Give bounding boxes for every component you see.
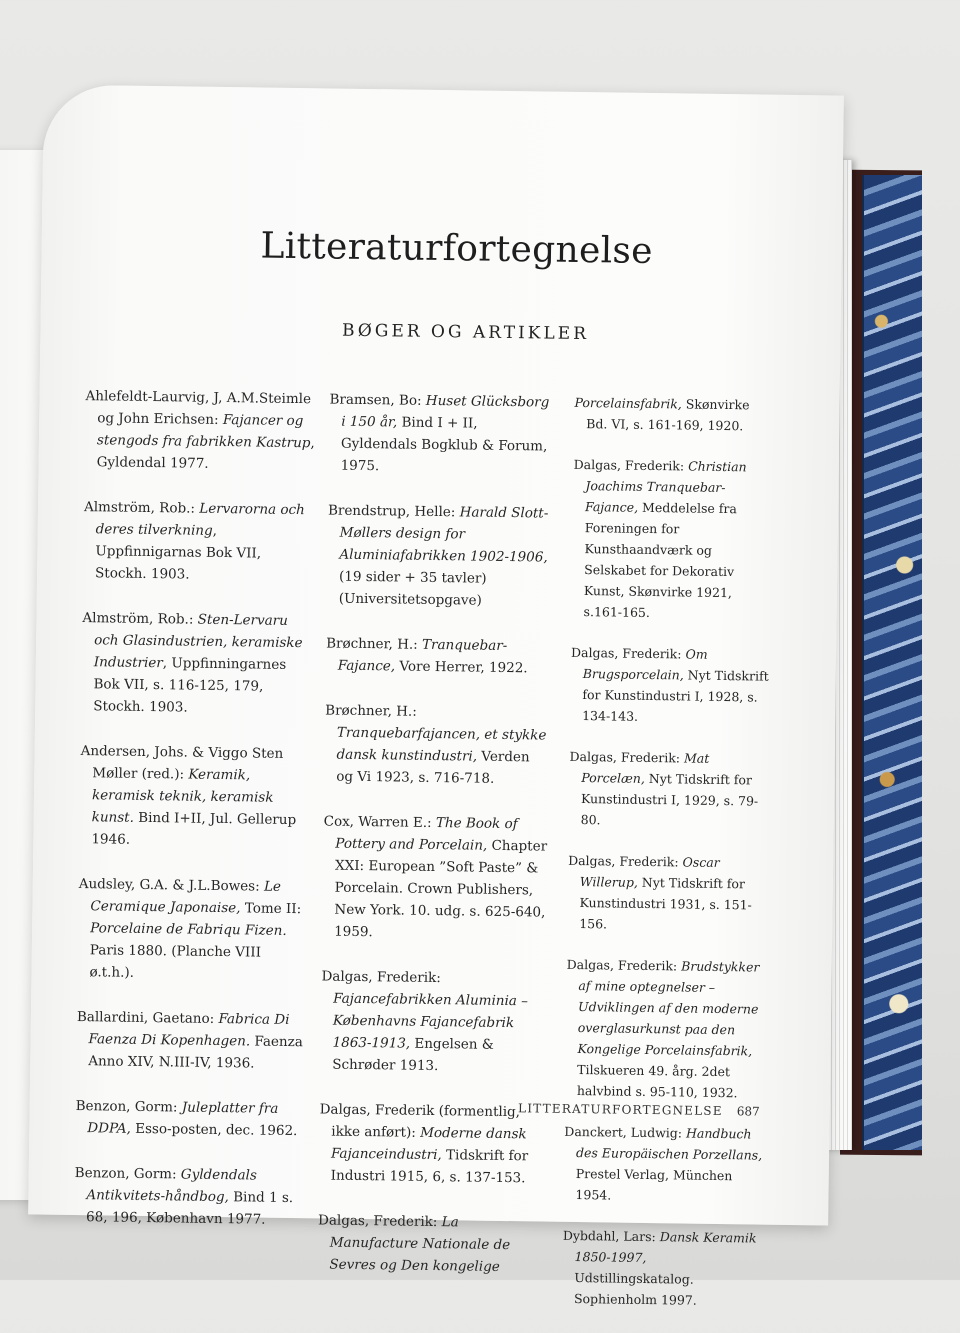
cover-pattern — [862, 175, 922, 1150]
bibliography-entry — [322, 810, 549, 945]
entry-details: Nyt Tidskrift for Kunstindustri 1931, s. 151-156. — [579, 874, 752, 932]
entry-title: Sten-Lervaru och Glasindustrien, keramiske Industrier — [93, 611, 303, 672]
bibliography-entry — [320, 965, 547, 1078]
entry-details: Udstillingskatalog. Sophienholm 1997. — [573, 1269, 697, 1308]
running-head: LITTERATURFORTEGNELSE — [518, 1101, 723, 1119]
entry-details: Verden og Vi 1923, s. 716-718. — [336, 748, 530, 787]
entry-author: Brendstrup, Helle: — [327, 502, 460, 521]
entry-author: Brøchner, H.: — [326, 635, 423, 653]
bibliography-entry — [570, 642, 771, 729]
entry-title: Mat Porcelæn, — [581, 750, 710, 786]
bibliography-entry — [319, 1098, 545, 1189]
entry-details: Chapter XXI: European ”Soft Paste” & Porcelain. Crown Publishers, New York. 10. udg. s. 625-640, 1959. — [334, 837, 548, 941]
bibliography-entry — [324, 699, 550, 790]
bibliography-entry — [569, 746, 770, 833]
bibliography-entry — [562, 1225, 763, 1312]
entry-author: Danckert, Ludwig: — [564, 1123, 687, 1141]
bibliography-entry — [574, 392, 775, 437]
entry-title: Om Brugsporcelain, — [582, 646, 708, 683]
entry-title: Brudstykker af mine optegnelser – Udviklingen af den moderne overglasurkunst paa den Kongelige Porcelainsfabrik, — [577, 958, 760, 1059]
entry-author: Bramsen, Bo: — [329, 391, 426, 409]
entry-title: La Manufacture Nationale de Sevres og Den kongelige — [329, 1214, 511, 1275]
entry-author: Cox, Warren E.: — [323, 813, 437, 832]
book-page — [28, 84, 844, 1308]
entry-details: Bind I + II, Gyldendals Bogklub & Forum, 1975. — [340, 414, 548, 475]
entry-author: Almström, Rob.: — [83, 499, 200, 517]
bibliography-entry — [79, 740, 311, 853]
entry-author: Dalgas, Frederik: — [317, 1212, 442, 1231]
entry-title: Fabrica Di Faenza Di Kopenhagen. — [88, 1010, 290, 1050]
entry-author: Benzon, Gorm: — [75, 1098, 182, 1116]
entry-title: Handbuch des Europäischen Porzellans, — [575, 1125, 763, 1163]
bibliography-column-1 — [74, 385, 316, 1254]
entry-details: , Uppfinningarnes Bok VII, s. 116-125, 179, Stockh. 1903. — [93, 655, 287, 716]
entry-details: Tidskrift for Industri 1915, 6, s. 137-153. — [330, 1147, 529, 1187]
entry-title: Porcelaine de Fabriqu Fizen. — [90, 920, 287, 939]
entry-author: Dalgas, Frederik: — [570, 644, 686, 662]
entry-author: Almström, Rob.: — [82, 610, 198, 628]
entry-details: (19 sider + 35 tavler) (Universitetsopgave) — [338, 568, 487, 609]
entry-title: Harald Slott-Møllers design for Aluminiafabrikken 1902-1906, — [339, 504, 549, 566]
bibliography-entry — [328, 388, 554, 479]
bibliography-entry — [76, 1006, 307, 1075]
entry-title: Oscar Willerup, — [579, 854, 720, 890]
entry-details: Skønvirke Bd. VI, s. 161-169, 1920. — [586, 396, 750, 434]
entry-details: Nyt Tidskrift for Kunstindustri I, 1929, s. 79-80. — [580, 770, 759, 828]
entry-details: Tome II: — [240, 900, 302, 918]
entry-author: Ahlefeldt-Laurvig, J, A.M.Steimle og John Erichsen: — [85, 388, 312, 429]
bibliography-entry — [563, 1121, 764, 1208]
page-footer — [518, 1101, 760, 1118]
entry-details: Prestel Verlag, München 1954. — [575, 1166, 733, 1203]
entry-title: Huset Glücksborg i 150 år, — [341, 392, 550, 431]
section-heading: BØGER OG ARTIKLER — [341, 320, 590, 345]
entry-author: Dalgas, Frederik: — [321, 968, 441, 987]
bibliography-entry — [75, 1095, 306, 1142]
entry-title: Fajancefabrikken Aluminia – Københavns Fajancefabrik 1863-1913, — [332, 990, 529, 1052]
entry-author: Andersen, Johs. & Viggo Sten Møller (red.): — [80, 743, 284, 783]
entry-title: Juleplatter fra DDPA, — [87, 1099, 279, 1137]
entry-title: Keramik, keramisk teknik, keramisk kunst. — [91, 766, 274, 826]
entry-author: Audsley, G.A. & J.L.Bowes: — [78, 876, 265, 895]
entry-author: Dalgas, Frederik: — [573, 456, 689, 474]
bibliography-entry — [565, 954, 767, 1104]
entry-details: Tilskueren 49. årg. 2det halvbind s. 95-110, 1932. — [576, 1062, 738, 1101]
bibliography-column-2 — [317, 388, 555, 1301]
entry-details: , Gyldendal 1977. — [96, 435, 315, 472]
entry-author: Dybdahl, Lars: — [562, 1227, 660, 1245]
entry-author: Dalgas, Frederik: — [568, 852, 683, 870]
bibliography-entry — [317, 1209, 543, 1278]
entry-author: Dalgas, Frederik: — [569, 748, 685, 766]
entry-details: Engelsen & Schrøder 1913. — [332, 1035, 494, 1075]
entry-details: Nyt Tidskrift for Kunstindustri I, 1928, s. 134-143. — [582, 667, 769, 724]
entry-title: Tranquebar-Fajance, — [337, 636, 508, 675]
entry-title: The Book of Pottery and Porcelain, — [335, 815, 518, 854]
entry-details: Paris 1880. (Planche VIII ø.t.h.). — [89, 942, 262, 981]
entry-title: Tranquebarfajancen, et stykke dansk kunstindustri, — [336, 724, 547, 765]
entry-author: Dalgas, Frederik: — [566, 956, 682, 974]
bibliography-entry — [74, 1162, 305, 1231]
entry-details: Bind 1 s. 68, 196, København 1977. — [86, 1189, 294, 1228]
bibliography-entry — [567, 850, 768, 937]
entry-title: Le Ceramique Japonaise, — [90, 878, 282, 917]
entry-author: Dalgas, Frederik (formentlig, ikke anført): — [319, 1101, 521, 1141]
page-number: 687 — [736, 1104, 760, 1119]
entry-details: Bind I+II, Jul. Gellerup 1946. — [91, 809, 297, 848]
entry-title: Moderne dansk Fajanceindustri, — [330, 1124, 527, 1164]
entry-title: Fajancer og stengods fra fabrikken Kastrup — [96, 412, 311, 452]
bibliography-entry — [77, 873, 309, 986]
bibliography-entry — [85, 385, 316, 476]
entry-author: Ballardini, Gaetano: — [76, 1009, 219, 1027]
entry-details: , Uppfinnigarnas Bok VII, Stockh. 1903. — [94, 522, 262, 583]
entry-details: Esso-posten, dec. 1962. — [130, 1120, 298, 1140]
page-title: Litteraturfortegnelse — [260, 225, 654, 272]
entry-title: Dansk Keramik 1850-1997, — [574, 1229, 757, 1265]
entry-title: Gyldendals Antikvitets-håndbog, — [86, 1166, 257, 1206]
entry-details: Meddelelse fra Foreningen for Kunsthaandværk og Selskabet for Dekorativ Kunst, Skønvirke 1921, s.161-165. — [583, 499, 738, 620]
entry-author: Benzon, Gorm: — [74, 1165, 181, 1183]
bibliography-entry — [571, 454, 773, 625]
bibliography-entry — [83, 496, 314, 587]
bibliography-entry — [326, 632, 552, 679]
entry-details: Faenza Anno XIV, N.III-IV, 1936. — [88, 1033, 303, 1072]
entry-author: Brøchner, H.: — [325, 702, 417, 720]
bibliography-column-3 — [562, 392, 775, 1332]
bibliography-entry — [81, 607, 313, 720]
entry-details: Vore Herrer, 1922. — [395, 658, 528, 677]
bibliography-entry — [327, 499, 554, 612]
entry-title: Porcelainsfabrik, — [574, 394, 682, 412]
entry-title: Lervarorna och deres tilverkning — [95, 500, 305, 539]
entry-title: Christian Joachims Tranquebar-Fajance, — [584, 458, 747, 515]
